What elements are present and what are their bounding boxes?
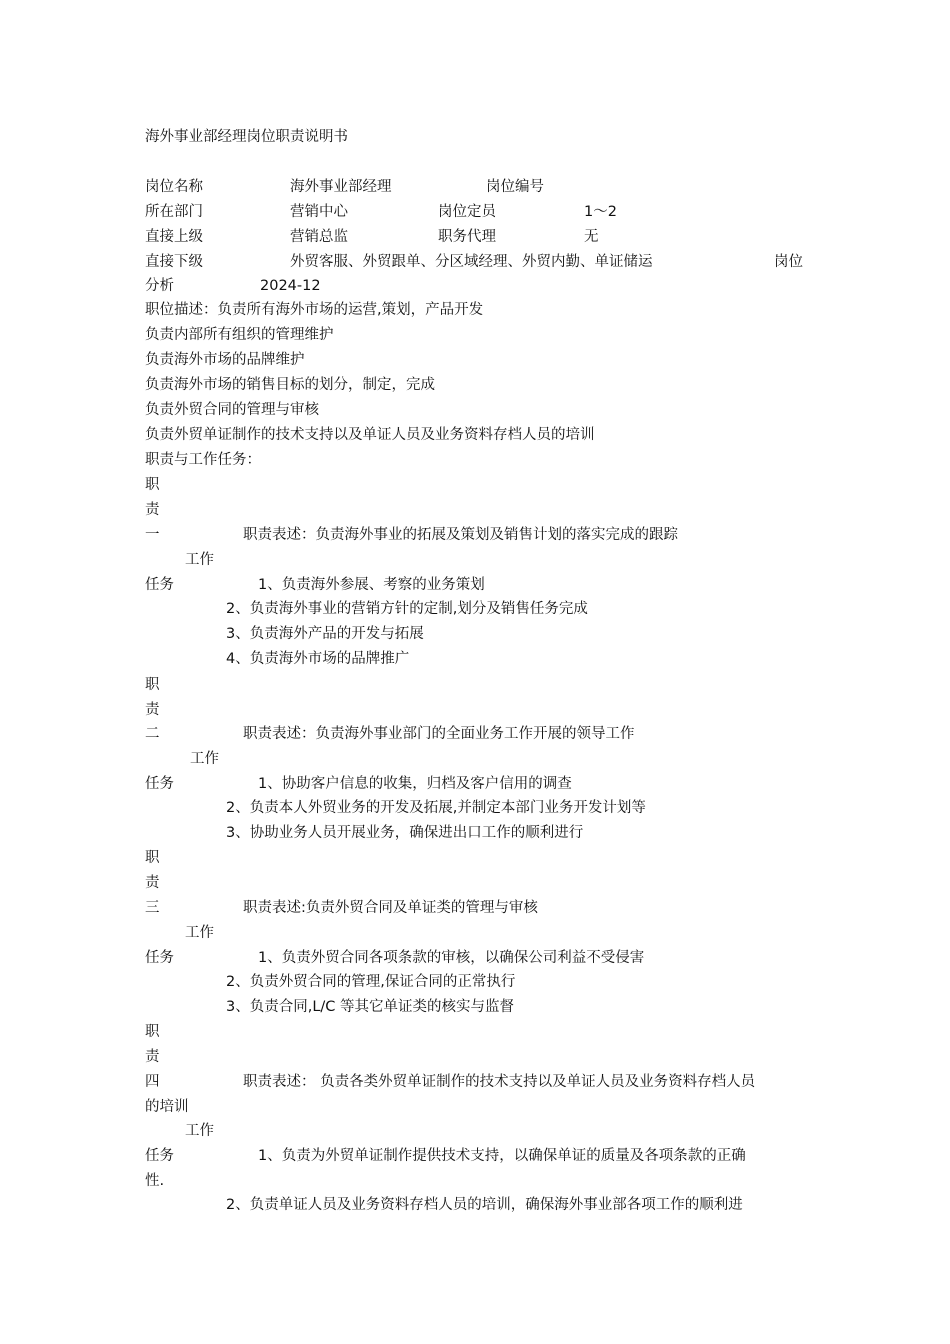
- department-value: 营销中心: [290, 204, 348, 220]
- duties-heading: 职责与工作任务：: [145, 452, 261, 468]
- duty4-task: 1、负责为外贸单证制作提供技术支持，以确保单证的质量及各项条款的正确: [258, 1148, 746, 1164]
- headcount-value: 1～2: [584, 204, 617, 220]
- page-title: 海外事业部经理岗位职责说明书: [145, 129, 348, 145]
- duty4-ze: 责: [145, 1049, 160, 1065]
- duty4-task-cont: 性.: [145, 1173, 165, 1189]
- duty2-task: 3、协助业务人员开展业务，确保进出口工作的顺利进行: [226, 825, 584, 841]
- analysis-label-part1: 岗位: [774, 254, 803, 270]
- duty1-gongzuo: 工作: [185, 552, 214, 568]
- duty1-task: 2、负责海外事业的营销方针的定制,划分及销售任务完成: [226, 601, 588, 617]
- duty1-task: 1、负责海外参展、考察的业务策划: [258, 577, 485, 593]
- analysis-label-part2: 分析: [145, 278, 174, 294]
- duty2-task: 1、协助客户信息的收集，归档及客户信用的调查: [258, 776, 572, 792]
- duty4-statement-cont: 的培训: [145, 1099, 189, 1115]
- duty2-gongzuo: 工作: [190, 751, 219, 767]
- duty2-ze: 责: [145, 702, 160, 718]
- duty3-number: 三: [145, 900, 160, 916]
- duty3-ze: 责: [145, 875, 160, 891]
- duty3-statement: 职责表述:负责外贸合同及单证类的管理与审核: [243, 900, 538, 916]
- subordinates-label: 直接下级: [145, 254, 203, 270]
- description-line: 负责外贸合同的管理与审核: [145, 402, 319, 418]
- position-name-value: 海外事业部经理: [290, 179, 392, 195]
- duty2-zhi: 职: [145, 677, 160, 693]
- duty3-gongzuo: 工作: [185, 925, 214, 941]
- description-line: 职位描述：负责所有海外市场的运营,策划，产品开发: [145, 302, 484, 318]
- description-line: 负责外贸单证制作的技术支持以及单证人员及业务资料存档人员的培训: [145, 427, 595, 443]
- duty3-task: 3、负责合同,L/C 等其它单证类的核实与监督: [226, 999, 515, 1015]
- supervisor-label: 直接上级: [145, 229, 203, 245]
- supervisor-value: 营销总监: [290, 229, 348, 245]
- subordinates-value: 外贸客服、外贸跟单、分区域经理、外贸内勤、单证储运: [290, 254, 653, 270]
- duty1-task: 4、负责海外市场的品牌推广: [226, 651, 410, 667]
- duty1-renwu: 任务: [145, 577, 174, 593]
- duty1-ze: 责: [145, 502, 160, 518]
- duty4-task: 2、负责单证人员及业务资料存档人员的培训，确保海外事业部各项工作的顺利进: [226, 1197, 743, 1213]
- duty2-statement: 职责表述：负责海外事业部门的全面业务工作开展的领导工作: [243, 726, 635, 742]
- duty1-zhi: 职: [145, 477, 160, 493]
- duty4-number: 四: [145, 1074, 160, 1090]
- duty3-renwu: 任务: [145, 950, 174, 966]
- duty4-zhi: 职: [145, 1024, 160, 1040]
- duty1-number: 一: [145, 527, 160, 543]
- position-name-label: 岗位名称: [145, 179, 203, 195]
- duty4-statement: 职责表述： 负责各类外贸单证制作的技术支持以及单证人员及业务资料存档人员: [243, 1074, 756, 1090]
- description-line: 负责海外市场的品牌维护: [145, 352, 305, 368]
- headcount-label: 岗位定员: [438, 204, 496, 220]
- duty4-gongzuo: 工作: [185, 1123, 214, 1139]
- deputy-value: 无: [584, 229, 599, 245]
- duty1-task: 3、负责海外产品的开发与拓展: [226, 626, 424, 642]
- duty3-task: 2、负责外贸合同的管理,保证合同的正常执行: [226, 974, 516, 990]
- description-line: 负责海外市场的销售目标的划分，制定，完成: [145, 377, 435, 393]
- analysis-date: 2024-12: [260, 278, 321, 294]
- duty2-number: 二: [145, 726, 160, 742]
- duty2-task: 2、负责本人外贸业务的开发及拓展,并制定本部门业务开发计划等: [226, 800, 646, 816]
- position-code-label: 岗位编号: [486, 179, 544, 195]
- description-line: 负责内部所有组织的管理维护: [145, 327, 334, 343]
- duty2-renwu: 任务: [145, 776, 174, 792]
- duty3-task: 1、负责外贸合同各项条款的审核，以确保公司利益不受侵害: [258, 950, 645, 966]
- duty3-zhi: 职: [145, 850, 160, 866]
- duty1-statement: 职责表述：负责海外事业的拓展及策划及销售计划的落实完成的跟踪: [243, 527, 678, 543]
- deputy-label: 职务代理: [438, 229, 496, 245]
- duty4-renwu: 任务: [145, 1148, 174, 1164]
- department-label: 所在部门: [145, 204, 203, 220]
